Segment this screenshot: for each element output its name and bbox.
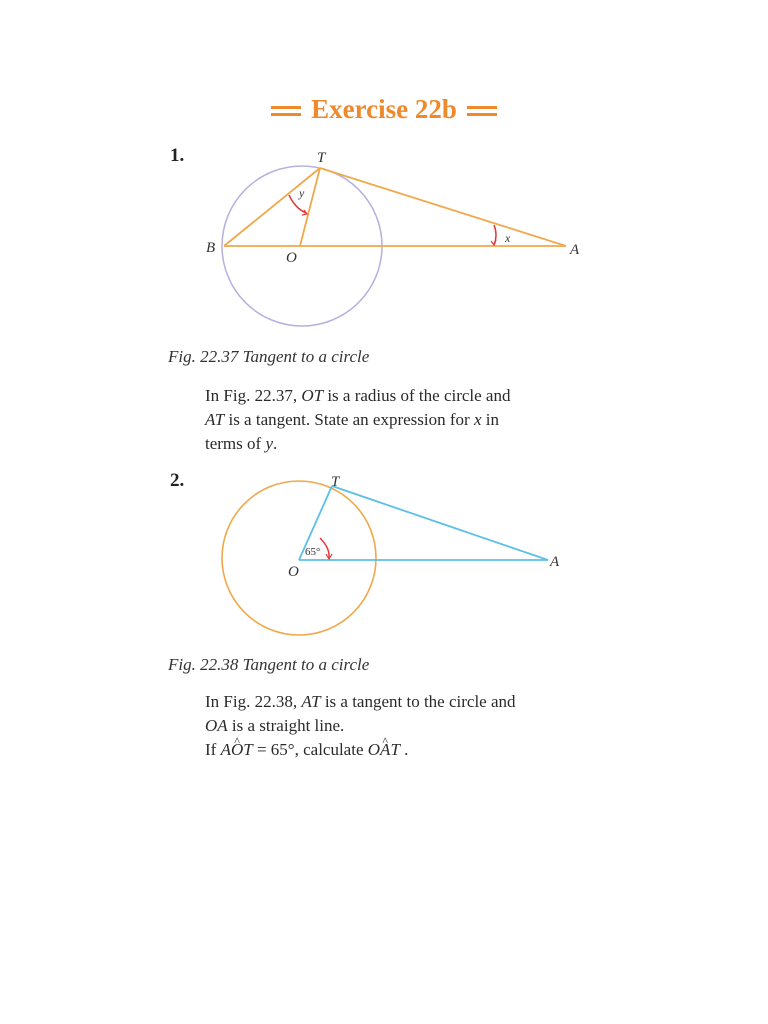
q2-angle-T: T (243, 740, 253, 759)
fig1-label-B: B (206, 240, 216, 256)
q2-text-part: is a straight line. (227, 716, 345, 735)
q1-text-part: terms of (205, 434, 266, 453)
q2-text-part: . (399, 740, 409, 759)
q1-text-part: In Fig. 22.37, (205, 386, 302, 405)
fig-22-38-caption: Fig. 22.38 Tangent to a circle (168, 655, 370, 674)
q1-text-part: in (481, 410, 499, 429)
fig1-line-BT (224, 168, 320, 246)
fig2-label-A: A (550, 554, 560, 570)
fig2-tangent-AT (332, 486, 548, 560)
fig2-angle-arc (320, 538, 329, 558)
fig1-label-A: A (570, 242, 580, 258)
question-1-number: 1. (170, 145, 185, 166)
exercise-title: Exercise 22b (311, 94, 457, 124)
q2-text-part: If (205, 740, 221, 759)
q2-angle-A: A (220, 740, 231, 759)
q1-text-part: is a tangent. State an expression for (224, 410, 474, 429)
q1-term-y: y (265, 434, 273, 453)
q2-text-part: In Fig. 22.38, (205, 692, 302, 711)
q2-term-AT: AT (301, 692, 321, 711)
q1-term-x: x (473, 410, 482, 429)
fig2-label-angle: 65° (305, 546, 321, 558)
fig1-label-x: x (505, 231, 511, 245)
q2-angle-O: O (367, 740, 381, 759)
q1-text-part: is a radius of the circle and (323, 386, 511, 405)
fig2-label-T: T (331, 474, 340, 490)
q1-term-OT: OT (301, 386, 324, 405)
q2-angle-T: T (390, 740, 400, 759)
fig1-angle-x-arrow (491, 240, 496, 245)
fig-22-37-caption: Fig. 22.37 Tangent to a circle (168, 347, 370, 366)
q2-text-part: is a tangent to the circle and (320, 692, 516, 711)
q2-angle-A-hat: ^ A (380, 738, 390, 762)
fig2-label-O: O (288, 564, 299, 580)
fig1-label-y: y (299, 186, 305, 200)
q1-text-part: . (272, 434, 278, 453)
question-1-text (205, 384, 585, 456)
q2-text-part: = 65°, calculate (252, 740, 368, 759)
figure-22-38-drawing (222, 481, 548, 635)
fig1-radius-OT (300, 168, 320, 246)
question-2-number: 2. (170, 470, 185, 491)
q1-term-AT: AT (205, 410, 225, 429)
q2-term-OA: OA (205, 716, 228, 735)
fig1-tangent-AT (320, 168, 566, 246)
q2-angle-O-hat: ^ O (231, 738, 243, 762)
fig1-label-T: T (317, 150, 326, 166)
figure-22-37-drawing (222, 166, 566, 326)
fig1-label-O: O (286, 250, 297, 266)
question-2-text (205, 690, 585, 762)
